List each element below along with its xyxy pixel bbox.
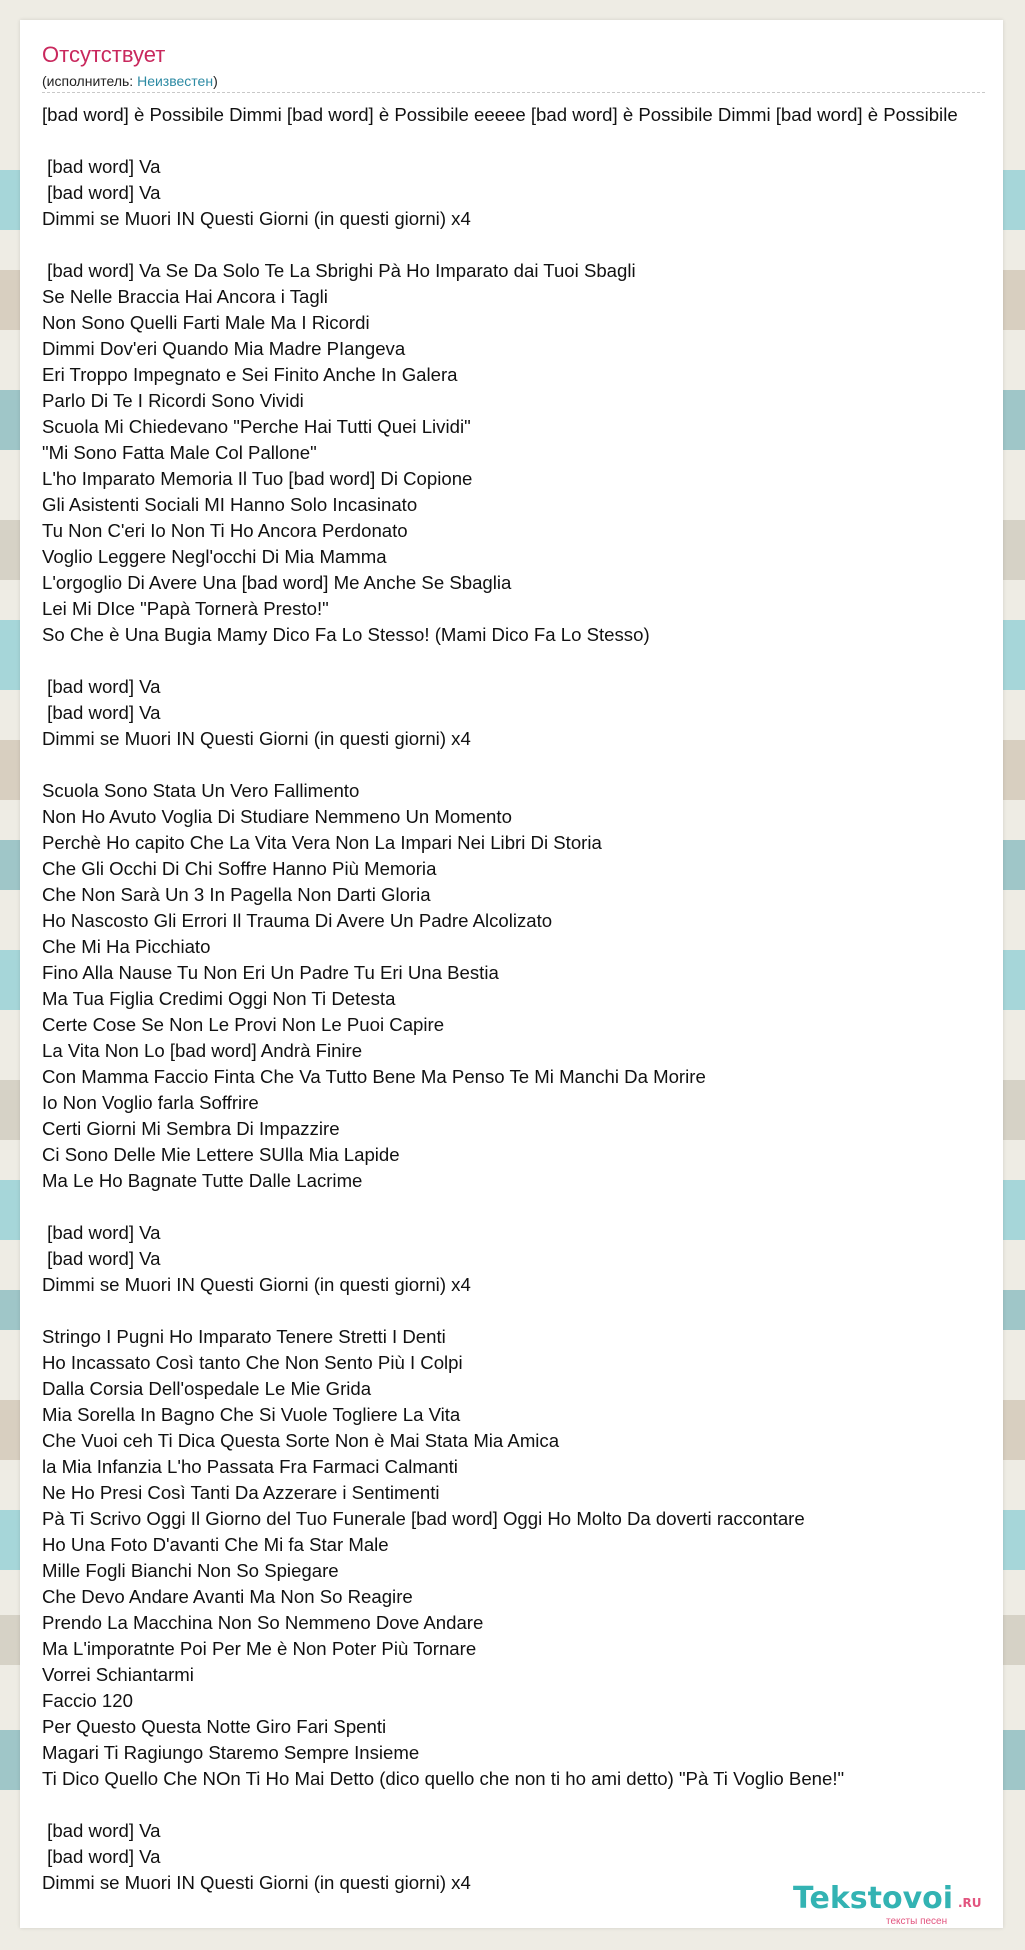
lyrics-line: Certe Cose Se Non Le Provi Non Le Puoi Capire	[42, 1014, 445, 1035]
lyrics-line: [bad word] Va	[42, 1846, 161, 1867]
lyrics-line: Ma Tua Figlia Credimi Oggi Non Ti Detesta	[42, 988, 396, 1009]
lyrics-line: [bad word] Va	[42, 1820, 161, 1841]
lyrics-line: Ma Le Ho Bagnate Tutte Dalle Lacrime	[42, 1170, 363, 1191]
lyrics-line: Perchè Ho capito Che La Vita Vera Non La Impari Nei Libri Di Storia	[42, 832, 602, 853]
lyrics-line: Che Non Sarà Un 3 In Pagella Non Darti Gloria	[42, 884, 431, 905]
lyrics-line: [bad word] è Possibile Dimmi [bad word] è Possibile eeeee [bad word] è Possibile Dimmi [bad word] è Possibile	[42, 104, 958, 125]
lyrics-text	[42, 102, 958, 1896]
lyrics-line: Ti Dico Quello Che NOn Ti Ho Mai Detto (dico quello che non ti ho ami detto) "Pà Ti Voglio Bene!"	[42, 1768, 845, 1789]
lyrics-line: Mille Fogli Bianchi Non So Spiegare	[42, 1560, 339, 1581]
lyrics-line: La Vita Non Lo [bad word] Andrà Finire	[42, 1040, 363, 1061]
logo-suffix: .RU	[958, 1896, 982, 1910]
lyrics-line: L'orgoglio Di Avere Una [bad word] Me Anche Se Sbaglia	[42, 572, 512, 593]
lyrics-line: Voglio Leggere Negl'occhi Di Mia Mamma	[42, 546, 387, 567]
lyrics-line: Pà Ti Scrivo Oggi Il Giorno del Tuo Funerale [bad word] Oggi Ho Molto Da doverti raccontare	[42, 1508, 805, 1529]
lyrics-line: Dalla Corsia Dell'ospedale Le Mie Grida	[42, 1378, 372, 1399]
logo-tagline: тексты песен	[886, 1916, 948, 1927]
site-logo[interactable]	[793, 1882, 993, 1926]
lyrics-line: Ci Sono Delle Mie Lettere SUlla Mia Lapide	[42, 1144, 400, 1165]
lyrics-line: Dimmi se Muori IN Questi Giorni (in questi giorni) x4	[42, 208, 471, 229]
lyrics-line: Parlo Di Te I Ricordi Sono Vividi	[42, 390, 304, 411]
artist-link[interactable]: Неизвестен	[137, 73, 214, 89]
lyrics-line: [bad word] Va	[42, 1222, 161, 1243]
lyrics-line: Ho Nascosto Gli Errori Il Trauma Di Avere Un Padre Alcolizato	[42, 910, 553, 931]
lyrics-line: Scuola Sono Stata Un Vero Fallimento	[42, 780, 360, 801]
lyrics-line: Mia Sorella In Bagno Che Si Vuole Togliere La Vita	[42, 1404, 461, 1425]
logo-name: Tekstovoi	[793, 1881, 954, 1916]
lyrics-line: Gli Asistenti Sociali MI Hanno Solo Incasinato	[42, 494, 418, 515]
title-divider	[42, 92, 985, 93]
lyrics-line: Che Vuoi ceh Ti Dica Questa Sorte Non è Mai Stata Mia Amica	[42, 1430, 560, 1451]
lyrics-line: Magari Ti Ragiungo Staremo Sempre Insieme	[42, 1742, 420, 1763]
lyrics-line: Faccio 120	[42, 1690, 133, 1711]
lyrics-line: [bad word] Va	[42, 702, 161, 723]
lyrics-line: [bad word] Va	[42, 156, 161, 177]
lyrics-line: Dimmi se Muori IN Questi Giorni (in questi giorni) x4	[42, 728, 471, 749]
artist-suffix: )	[213, 73, 218, 89]
lyrics-line: Eri Troppo Impegnato e Sei Finito Anche In Galera	[42, 364, 458, 385]
lyrics-line: Stringo I Pugni Ho Imparato Tenere Stretti I Denti	[42, 1326, 446, 1347]
artist-prefix: (исполнитель:	[42, 73, 138, 89]
lyrics-line: Lei Mi DIce "Papà Tornerà Presto!"	[42, 598, 329, 619]
lyrics-line: [bad word] Va	[42, 676, 161, 697]
artist-line	[42, 73, 218, 89]
lyrics-line: la Mia Infanzia L'ho Passata Fra Farmaci Calmanti	[42, 1456, 458, 1477]
lyrics-line: "Mi Sono Fatta Male Col Pallone"	[42, 442, 317, 463]
lyrics-line: Con Mamma Faccio Finta Che Va Tutto Bene Ma Penso Te Mi Manchi Da Morire	[42, 1066, 706, 1087]
lyrics-line: Fino Alla Nause Tu Non Eri Un Padre Tu Eri Una Bestia	[42, 962, 499, 983]
lyrics-line: [bad word] Va	[42, 182, 161, 203]
song-title: Отсутствует	[42, 42, 166, 67]
lyrics-line: [bad word] Va	[42, 1248, 161, 1269]
lyrics-line: Che Mi Ha Picchiato	[42, 936, 211, 957]
lyrics-line: Ho Incassato Così tanto Che Non Sento Più I Colpi	[42, 1352, 463, 1373]
lyrics-line: Tu Non C'eri Io Non Ti Ho Ancora Perdonato	[42, 520, 408, 541]
lyrics-line: Scuola Mi Chiedevano "Perche Hai Tutti Quei Lividi"	[42, 416, 471, 437]
lyrics-card	[20, 20, 1003, 1928]
lyrics-line: Ne Ho Presi Così Tanti Da Azzerare i Sentimenti	[42, 1482, 440, 1503]
lyrics-line: Io Non Voglio farla Soffrire	[42, 1092, 259, 1113]
lyrics-line: Dimmi Dov'eri Quando Mia Madre PIangeva	[42, 338, 406, 359]
lyrics-line: Che Devo Andare Avanti Ma Non So Reagire	[42, 1586, 413, 1607]
lyrics-line: Vorrei Schiantarmi	[42, 1664, 194, 1685]
lyrics-line: Certi Giorni Mi Sembra Di Impazzire	[42, 1118, 340, 1139]
lyrics-line: Per Questo Questa Notte Giro Fari Spenti	[42, 1716, 387, 1737]
lyrics-line: Non Ho Avuto Voglia Di Studiare Nemmeno Un Momento	[42, 806, 512, 827]
lyrics-line: So Che è Una Bugia Mamy Dico Fa Lo Stesso! (Mami Dico Fa Lo Stesso)	[42, 624, 650, 645]
lyrics-line: Ho Una Foto D'avanti Che Mi fa Star Male	[42, 1534, 389, 1555]
lyrics-line: Non Sono Quelli Farti Male Ma I Ricordi	[42, 312, 370, 333]
lyrics-line: Dimmi se Muori IN Questi Giorni (in questi giorni) x4	[42, 1872, 471, 1893]
lyrics-line: Ma L'imporatnte Poi Per Me è Non Poter Più Tornare	[42, 1638, 477, 1659]
lyrics-line: Se Nelle Braccia Hai Ancora i Tagli	[42, 286, 328, 307]
lyrics-line: Che Gli Occhi Di Chi Soffre Hanno Più Memoria	[42, 858, 437, 879]
lyrics-line: Dimmi se Muori IN Questi Giorni (in questi giorni) x4	[42, 1274, 471, 1295]
lyrics-line: L'ho Imparato Memoria Il Tuo [bad word] Di Copione	[42, 468, 473, 489]
lyrics-line: [bad word] Va Se Da Solo Te La Sbrighi Pà Ho Imparato dai Tuoi Sbagli	[42, 260, 636, 281]
lyrics-line: Prendo La Macchina Non So Nemmeno Dove Andare	[42, 1612, 484, 1633]
